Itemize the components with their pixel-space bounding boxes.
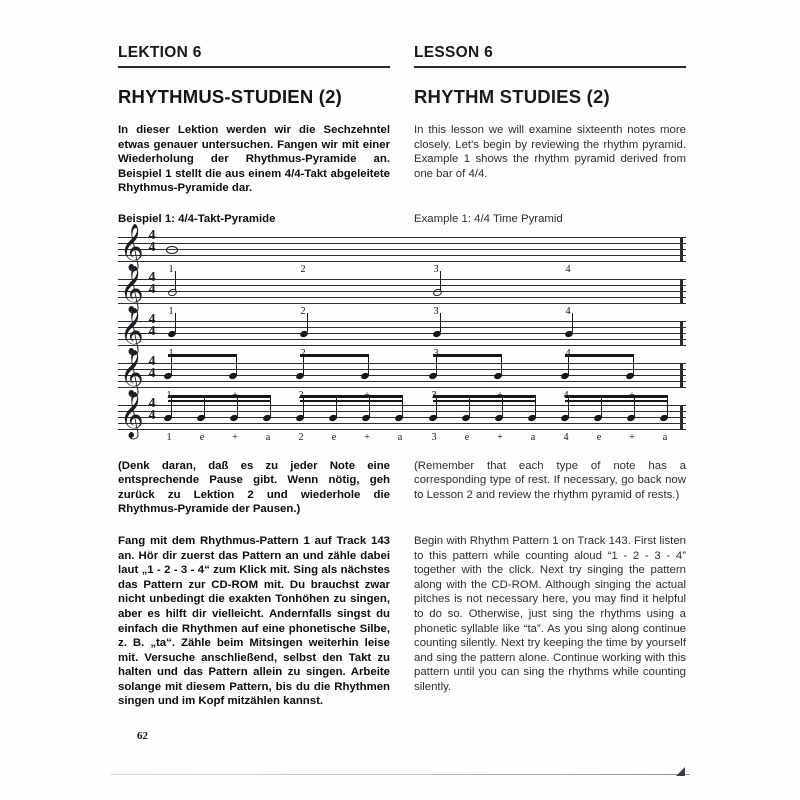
time-signature (144, 227, 160, 256)
count-label: e (464, 431, 470, 443)
beam (565, 395, 667, 398)
count-label: a (662, 431, 668, 443)
count-label: 4 (565, 305, 571, 317)
practice-col-de (118, 534, 390, 709)
time-signature-bottom: 4 (148, 240, 156, 256)
count-label: 4 (565, 263, 571, 275)
practice-row (118, 534, 686, 709)
count-label: e (199, 431, 205, 443)
count-label: 1 (166, 431, 172, 443)
staff-system-half-notes (118, 265, 686, 319)
time-signature-top: 4 (148, 353, 156, 369)
count-label: e (596, 431, 602, 443)
rest-remark-en: (Remember that each type of note has a corresponding type of rest. If necessary, go back now to Lesson 2 and review the rhythm pyramid of rests.) (414, 459, 686, 501)
practice-text-de: Fang mit dem Rhythmus-Pattern 1 auf Track 143 an. Hör dir zuerst das Pattern an und zähle dabei laut „1 - 2 - 3 - 4“ zum Klick mit. Sing als nächstes das Pattern zur CD-ROM mit. Du brauchst zwar nicht unbedingt die exakten Tonhöhen zu singen, aber es hilft dir vielleicht. Andernfalls singst du einfach die Rhythmen auf eine phonetische Silbe, z. B. „ta“. Zähle beim Mitsingen weiterhin leise mit. Versuche anschließend, selbst den Takt zu halten und das Pattern allein zu singen. Arbeite solange mit diesem Pattern, bis du die Rhythmen singen und im Kopf mitzählen kannst. (118, 534, 390, 708)
staff-system-sixteenth-notes (118, 391, 686, 445)
count-label: e (331, 431, 337, 443)
lesson-number-de: LEKTION 6 (118, 44, 202, 61)
lesson-header-en (414, 44, 686, 68)
intro-col-de (118, 123, 390, 196)
count-label: a (265, 431, 271, 443)
page-title-de: RHYTHMUS-STUDIEN (2) (118, 85, 342, 107)
count-label: 3 (433, 263, 439, 275)
staff-lines (118, 223, 686, 270)
beam (300, 395, 402, 398)
count-row-whole (118, 264, 686, 278)
page-title-en: RHYTHM STUDIES (2) (414, 85, 610, 107)
practice-col-en (414, 534, 686, 709)
count-label: + (232, 431, 238, 443)
count-label: 3 (433, 305, 439, 317)
count-label: + (497, 431, 503, 443)
rest-remark-col-de (118, 459, 390, 517)
page-bottom-edge (110, 774, 690, 775)
intro-row (118, 123, 686, 196)
time-signature-bottom: 4 (148, 408, 156, 424)
time-signature-top: 4 (148, 311, 156, 327)
page-content (118, 44, 686, 709)
beam (433, 395, 535, 398)
count-label: a (397, 431, 403, 443)
intro-text-de: In dieser Lektion werden wir die Sechzehntel etwas genauer untersuchen. Fangen wir mit einer Wiederholung der Rhythmus-Pyramide an. Beispiel 1 stellt die aus einem 4/4-Takt abgeleitete Rhythmus-Pyramide dar. (118, 124, 390, 195)
count-row-sixteenth (118, 432, 686, 446)
notehead-half (432, 287, 443, 297)
count-label: 1 (168, 263, 174, 275)
example-label-col-en (414, 212, 686, 227)
page-corner-mark (676, 767, 685, 776)
intro-col-en (414, 123, 686, 196)
count-label: 4 (563, 431, 569, 443)
treble-clef-icon: 𝄞 (120, 307, 144, 354)
notehead-half (167, 287, 178, 297)
count-label: + (364, 431, 370, 443)
count-label: + (629, 431, 635, 443)
beam (433, 354, 502, 357)
beam (168, 354, 237, 357)
staff-lines (118, 307, 686, 354)
rhythm-pyramid-score (118, 223, 686, 445)
title-row (118, 68, 686, 106)
count-label: a (530, 431, 536, 443)
staff-system-whole-notes (118, 223, 686, 277)
page-number: 62 (137, 730, 148, 742)
time-signature-bottom: 4 (148, 366, 156, 382)
time-signature (144, 395, 160, 424)
count-row-half (118, 306, 686, 320)
count-label: 3 (431, 431, 437, 443)
count-label: 1 (168, 305, 174, 317)
lesson-number-en: LESSON 6 (414, 44, 494, 61)
practice-text-en: Begin with Rhythm Pattern 1 on Track 143. First listen to this pattern while counting aloud “1 - 2 - 3 - 4” together with the click. Next try singing the pattern along with the CD-ROM. Although singing the actual pitches is not necessary here, you may find it helpful to do so. Otherwise, just sing the rhythms using a phonetic syllable like “ta”. As you sing along continue counting silently. Next try keeping the time by yourself and sing the pattern alone. Continue working with this pattern until you can sing the rhythms while counting silently. (414, 534, 686, 693)
beam (300, 354, 369, 357)
time-signature-top: 4 (148, 269, 156, 285)
treble-clef-icon: 𝄞 (120, 391, 144, 438)
time-signature-bottom: 4 (148, 324, 156, 340)
beam (433, 400, 535, 402)
staff-lines (118, 265, 686, 312)
lesson-header-row (118, 44, 686, 68)
example-label-en: Example 1: 4/4 Time Pyramid (414, 212, 563, 225)
beam (168, 400, 270, 402)
treble-clef-icon: 𝄞 (120, 223, 144, 270)
count-label: 2 (298, 431, 304, 443)
count-label: 2 (300, 305, 306, 317)
rest-remark-de: (Denk daran, daß es zu jeder Note eine entsprechende Pause gibt. Wenn nötig, geh zurück zu Lektion 2 und wiederhole die Rhythmus-Pyramide der Pausen.) (118, 459, 390, 516)
time-signature (144, 269, 160, 298)
staff-lines (118, 349, 686, 396)
treble-clef-icon: 𝄞 (120, 349, 144, 396)
time-signature-bottom: 4 (148, 282, 156, 298)
beam (565, 400, 667, 402)
count-label: 2 (300, 263, 306, 275)
staff-lines (118, 391, 686, 438)
beam (565, 354, 634, 357)
title-col-en (414, 68, 686, 106)
example-label-de: Beispiel 1: 4/4-Takt-Pyramide (118, 212, 276, 225)
rest-remark-col-en (414, 459, 686, 517)
treble-clef-icon: 𝄞 (120, 265, 144, 312)
time-signature (144, 353, 160, 382)
beam (168, 395, 270, 398)
lesson-header-de (118, 44, 390, 68)
rest-remark-row (118, 459, 686, 517)
notehead-whole (166, 246, 178, 254)
title-col-de (118, 68, 390, 106)
example-label-col-de (118, 212, 390, 227)
intro-text-en: In this lesson we will examine sixteenth notes more closely. Let's begin by reviewing the rhythm pyramid. Example 1 shows the rhythm pyramid derived from one bar of 4/4. (414, 124, 686, 180)
time-signature-top: 4 (148, 227, 156, 243)
beam (300, 400, 402, 402)
time-signature (144, 311, 160, 340)
time-signature-top: 4 (148, 395, 156, 411)
example-label-row (118, 212, 686, 227)
